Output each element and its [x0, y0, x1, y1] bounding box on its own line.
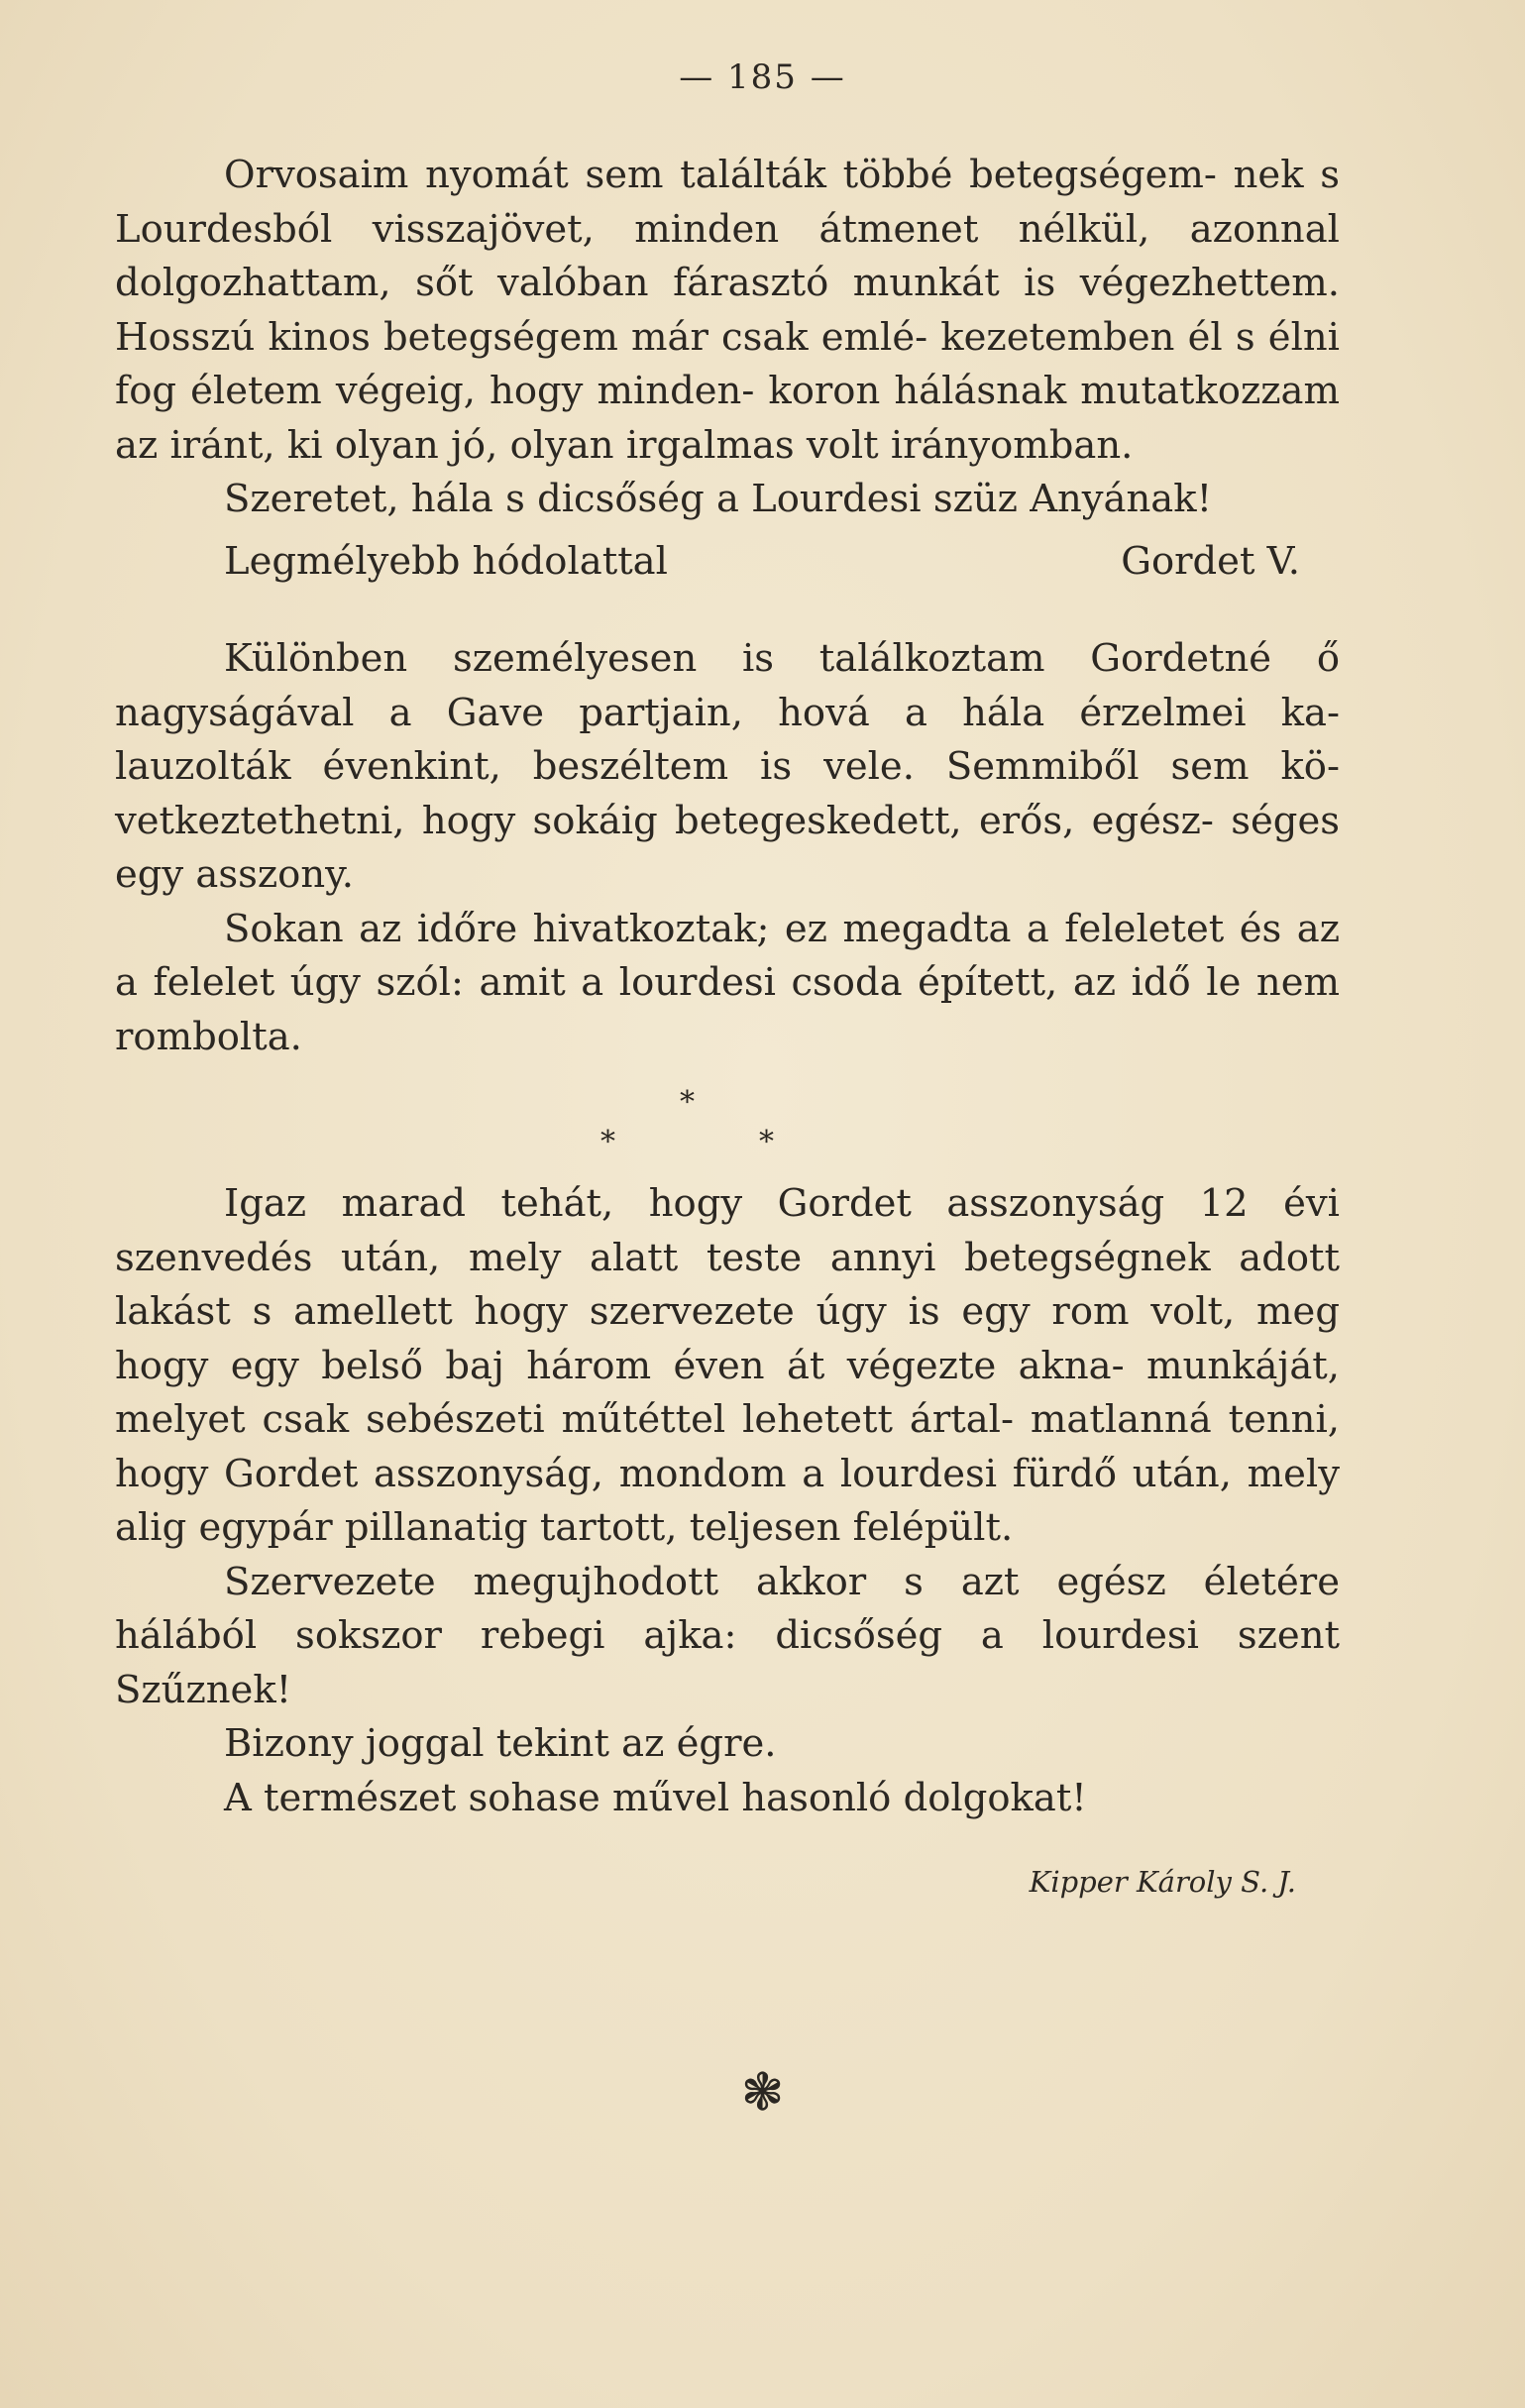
body-text	[115, 149, 1340, 1910]
ornament-icon: ❃	[740, 2063, 785, 2123]
page-number: — 185 —	[679, 57, 846, 97]
paragraph: Igaz marad tehát, hogy Gordet asszonyság 12 évi szenvedés után, mely alatt teste annyi betegségnek adott lakást s amellett hogy szervezete úgy is egy rom volt, meg hogy egy belső baj három éven át végezte akna- munkáját, melyet csak sebészeti műtéttel lehetett ártal- matlanná tenni, hogy Gordet asszonyság, mondom a lourdesi fürdő után, mely alig egypár pillanatig tartott, teljesen felépült.	[115, 1181, 1340, 1550]
separator-star-top: *	[680, 1085, 695, 1120]
paragraph: Bizony joggal tekint az égre.	[224, 1721, 777, 1766]
paragraph: Sokan az időre hivatkoztak; ez megadta a feleletet és az a felelet úgy szól: amit a lourdesi csoda épített, az idő le nem rombolta.	[115, 906, 1340, 1059]
paragraph: Szeretet, hála s dicsőség a Lourdesi szüz Anyának!	[224, 477, 1213, 521]
section-separator	[115, 1072, 1340, 1167]
paragraph: Orvosaim nyomát sem találták többé betegségem- nek s Lourdesból visszajövet, minden átmenet nélkül, azonnal dolgozhattam, sőt valóban fárasztó munkát is végezhettem. Hosszú kinos betegségem már csak emlé- kezetemben él s élni fog életem végeig, hogy minden- koron hálásnak mutatkozzam az iránt, ki olyan jó, olyan irgalmas volt irányomban.	[115, 153, 1340, 468]
paragraph: Szervezete megujhodott akkor s azt egész életére hálából sokszor rebegi ajka: dicsőség a lourdesi szent Szűznek!	[115, 1559, 1340, 1712]
paragraph: A természet sohase művel hasonló dolgokat!	[224, 1775, 1087, 1820]
separator-star-right: *	[759, 1125, 774, 1159]
author-signature: Kipper Károly S. J.	[1029, 1865, 1296, 1899]
letter-signature	[115, 535, 1340, 590]
separator-star-left: *	[600, 1125, 615, 1159]
paragraph: Különben személyesen is találkoztam Gordetné ő nagyságával a Gave partjain, hová a hála érzelmei ka- lauzolták évenkint, beszéltem is vele. Semmiből sem kö- vetkeztethetni, hogy sokáig betegeskedett, erős, egész- séges egy asszony.	[115, 636, 1340, 897]
signature-name: Gordet V.	[1121, 538, 1300, 584]
signature-closing: Legmélyebb hódolattal	[224, 538, 668, 584]
